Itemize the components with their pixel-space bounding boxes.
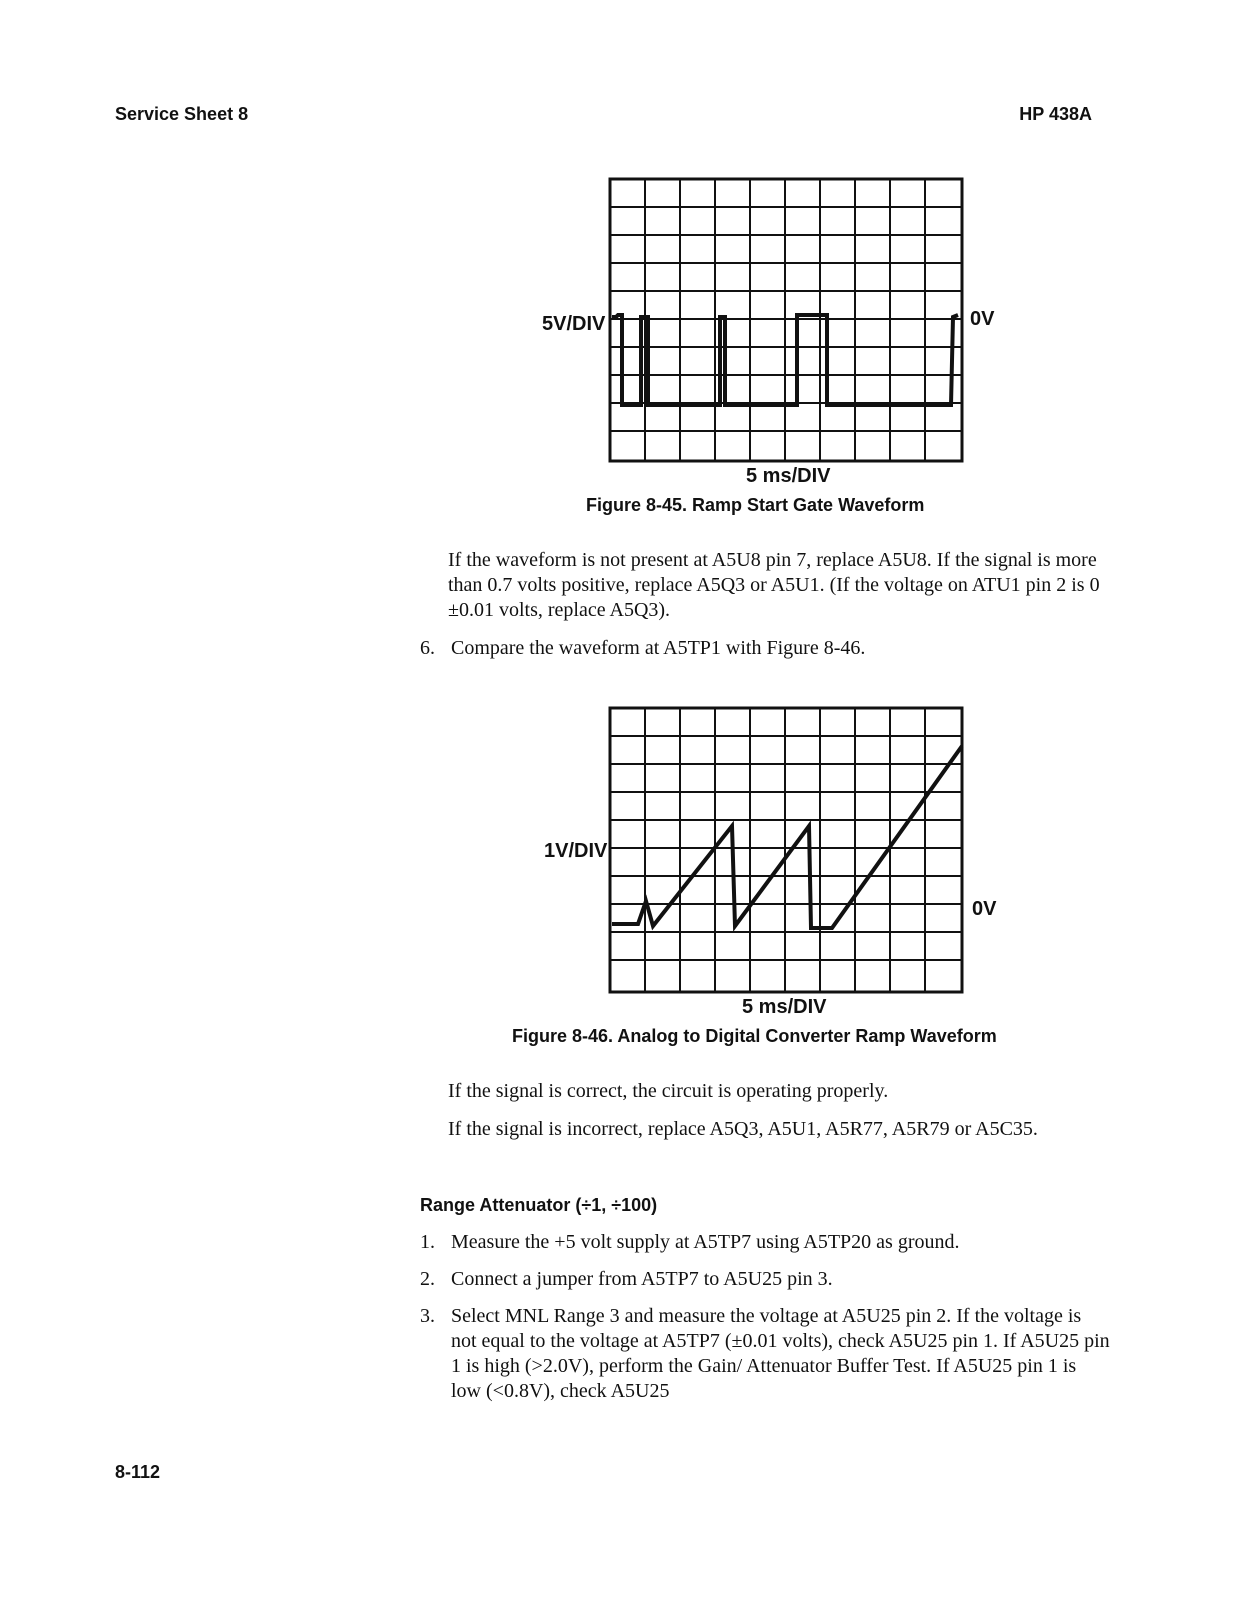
figure-8-45-zero-ref: 0V xyxy=(970,308,995,330)
step-text: Select MNL Range 3 and measure the voltage at A5U25 pin 2. If the voltage is not equal to the voltage at A5TP7 (±0.01 volts), check A5U25 pin 1. If A5U25 pin 1 is high (>2.0V), perform the Gain/ Attenuator Buffer Test. If A5U25 pin 1 is low (<0.8V), check A5U25 xyxy=(451,1305,1110,1402)
figure-8-45-oscillogram xyxy=(608,177,966,465)
step-2 xyxy=(420,1267,1110,1292)
step-number: 2. xyxy=(420,1268,435,1290)
step-number: 3. xyxy=(420,1305,435,1327)
header-model: HP 438A xyxy=(1019,104,1092,124)
paragraph-text: If the waveform is not present at A5U8 pin 7, replace A5U8. If the signal is more than 0.7 volts positive, replace A5Q3 or A5U1. (If the voltage on ATU1 pin 2 is 0 ±0.01 volts, replace A5Q3). xyxy=(448,549,1100,621)
paragraph-text: If the signal is correct, the circuit is operating properly. xyxy=(448,1080,889,1102)
figure-8-46-zero-ref: 0V xyxy=(972,898,997,920)
scope-grid xyxy=(610,179,962,461)
figure-8-46-y-scale: 1V/DIV xyxy=(544,840,608,862)
ramp-waveform-trace xyxy=(612,746,962,928)
step-3 xyxy=(420,1304,1110,1404)
figure-8-45-x-scale: 5 ms/DIV xyxy=(746,465,831,487)
figure-8-46-oscillogram xyxy=(608,706,966,996)
header-section-title: Service Sheet 8 xyxy=(115,104,249,124)
step-text: Compare the waveform at A5TP1 with Figure 8-46. xyxy=(451,637,866,659)
figure-8-45-y-scale: 5V/DIV xyxy=(542,313,606,335)
step-number: 6. xyxy=(420,637,435,659)
step-1 xyxy=(420,1230,1110,1255)
paragraph-signal-correct xyxy=(448,1079,1108,1104)
step-number: 1. xyxy=(420,1231,435,1253)
section-heading-range-attenuator: Range Attenuator (÷1, ÷100) xyxy=(420,1195,658,1215)
step-text: Connect a jumper from A5TP7 to A5U25 pin 3. xyxy=(451,1268,833,1290)
paragraph-waveform-check xyxy=(448,548,1108,623)
figure-8-45-caption: Figure 8-45. Ramp Start Gate Waveform xyxy=(586,495,925,515)
page-number: 8-112 xyxy=(115,1462,161,1482)
figure-8-46-x-scale: 5 ms/DIV xyxy=(742,996,827,1018)
paragraph-text: If the signal is incorrect, replace A5Q3, A5U1, A5R77, A5R79 or A5C35. xyxy=(448,1118,1038,1140)
figure-8-46-caption: Figure 8-46. Analog to Digital Converter Ramp Waveform xyxy=(512,1026,997,1046)
paragraph-signal-incorrect xyxy=(448,1117,1108,1142)
step-text: Measure the +5 volt supply at A5TP7 using A5TP20 as ground. xyxy=(451,1231,960,1253)
scope-grid xyxy=(610,708,962,992)
step-6 xyxy=(420,636,1110,661)
